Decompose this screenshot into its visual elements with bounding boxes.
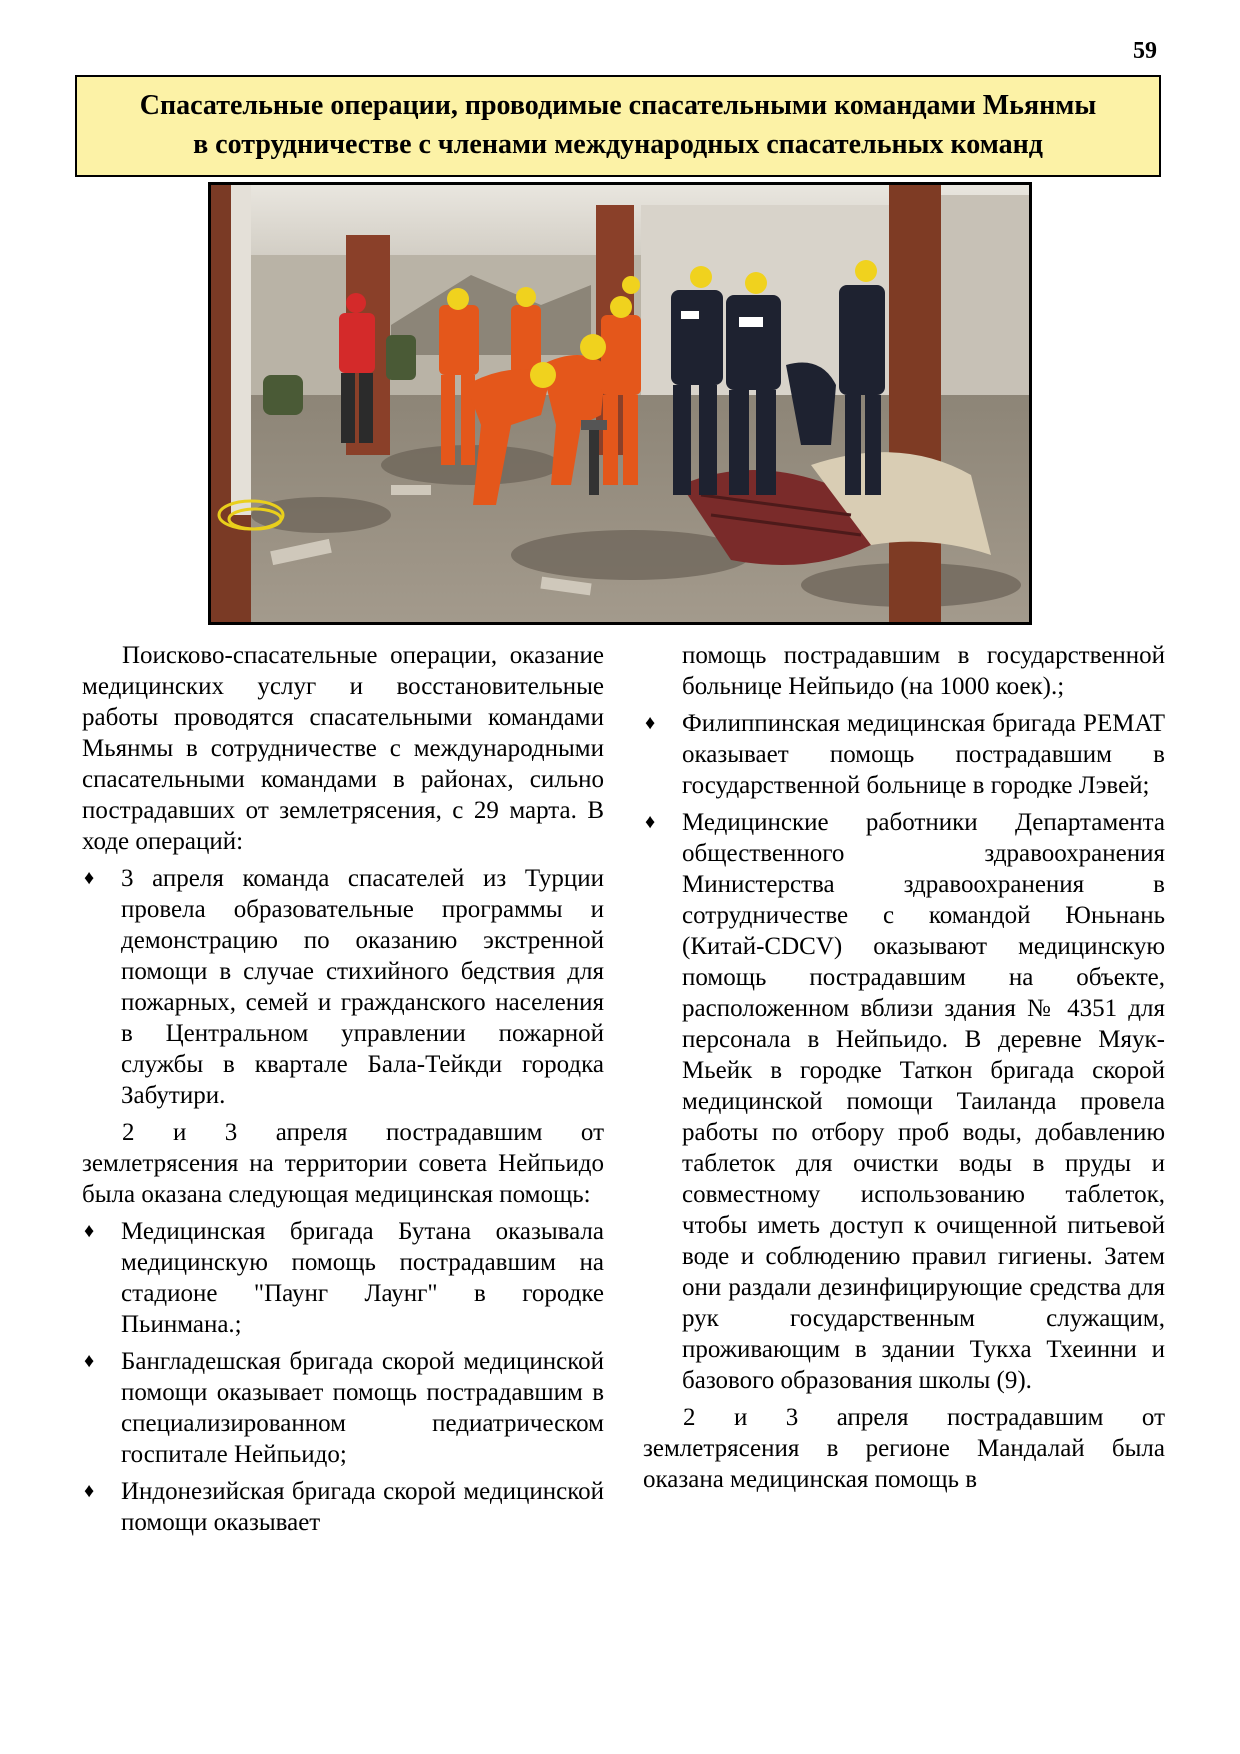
diamond-bullet-icon: ♦	[645, 712, 656, 734]
diamond-bullet-icon: ♦	[84, 1220, 95, 1242]
diamond-bullet-icon: ♦	[84, 1480, 95, 1502]
title-line-2: в сотрудничестве с членами международных спасательных команд	[193, 129, 1043, 160]
diamond-bullet-icon: ♦	[84, 867, 95, 889]
rescue-operation-photo	[208, 182, 1032, 625]
bullet-list-2	[82, 1216, 604, 1538]
title-line-1: Спасательные операции, проводимые спасательными командами Мьянмы	[139, 90, 1097, 122]
intro-paragraph: Поисково-спасательные операции, оказание медицинских услуг и восстановительные работы проводятся спасательными командами Мьянмы в сотрудничестве с международными спасательными командами в районах, сильно пострадавших от землетрясения, с 29 марта. В ходе операций:	[82, 642, 604, 855]
list-item: ♦ 3 апреля команда спасателей из Турции провела образовательные программы и демонстрацию по оказанию экстренной помощи в случае стихийного бедствия для пожарных, семей и гражданского населения в Центральном управлении пожарной службы в квартале Бала-Тейкди городка Забутири.	[84, 865, 604, 1109]
paragraph-mandalay: 2 и 3 апреля пострадавшим от землетрясения в регионе Мандалай была оказана медицинская помощь в	[643, 1404, 1165, 1493]
left-column	[82, 640, 604, 1544]
diamond-bullet-icon: ♦	[84, 1350, 95, 1372]
bullet-list-1	[82, 863, 604, 1111]
paragraph-neypyido: 2 и 3 апреля пострадавшим от землетрясения на территории совета Нейпьидо была оказана следующая медицинская помощь:	[82, 1119, 604, 1208]
page-number: 59	[1133, 38, 1157, 64]
page-title-box	[75, 75, 1161, 177]
right-column	[643, 640, 1165, 1501]
continued-bullet-text: помощь пострадавшим в государственной больнице Нейпьидо (на 1000 коек).;	[682, 642, 1165, 700]
list-item: ♦ Индонезийская бригада скорой медицинской помощи оказывает	[84, 1478, 604, 1536]
list-item: ♦ Бангладешская бригада скорой медицинской помощи оказывает помощь пострадавшим в специализированном педиатрическом госпитале Нейпьидо;	[84, 1348, 604, 1468]
list-item: ♦ Медицинские работники Департамента общественного здравоохранения Министерства здравоохранения в сотрудничестве с командой Юньнань (Китай-CDCV) оказывают медицинскую помощь пострадавшим на объекте, расположенном вблизи здания № 4351 для персонала в Нейпьидо. В деревне Мяук-Мьейк в городке Таткон бригада скорой медицинской помощи Таиланда провела работы по отбору проб воды, добавлению таблеток для очистки воды в пруды и совместному использованию таблеток, чтобы иметь доступ к очищенной питьевой воде и соблюдению правил гигиены. Затем они раздали дезинфицирующие средства для рук государственным служащим, проживающим в здании Тукха Тхеинни и базового образования школы (9).	[645, 809, 1165, 1394]
bullet-list-3	[643, 708, 1165, 1396]
page-title	[140, 87, 1096, 164]
list-item: ♦ Медицинская бригада Бутана оказывала медицинскую помощь пострадавшим на стадионе "Паунг Лаунг" в городке Пьинмана.;	[84, 1218, 604, 1338]
diamond-bullet-icon: ♦	[645, 811, 656, 833]
list-item: ♦ Филиппинская медицинская бригада PEMAT оказывает помощь пострадавшим в государственной больнице в городке Лэвей;	[645, 710, 1165, 799]
